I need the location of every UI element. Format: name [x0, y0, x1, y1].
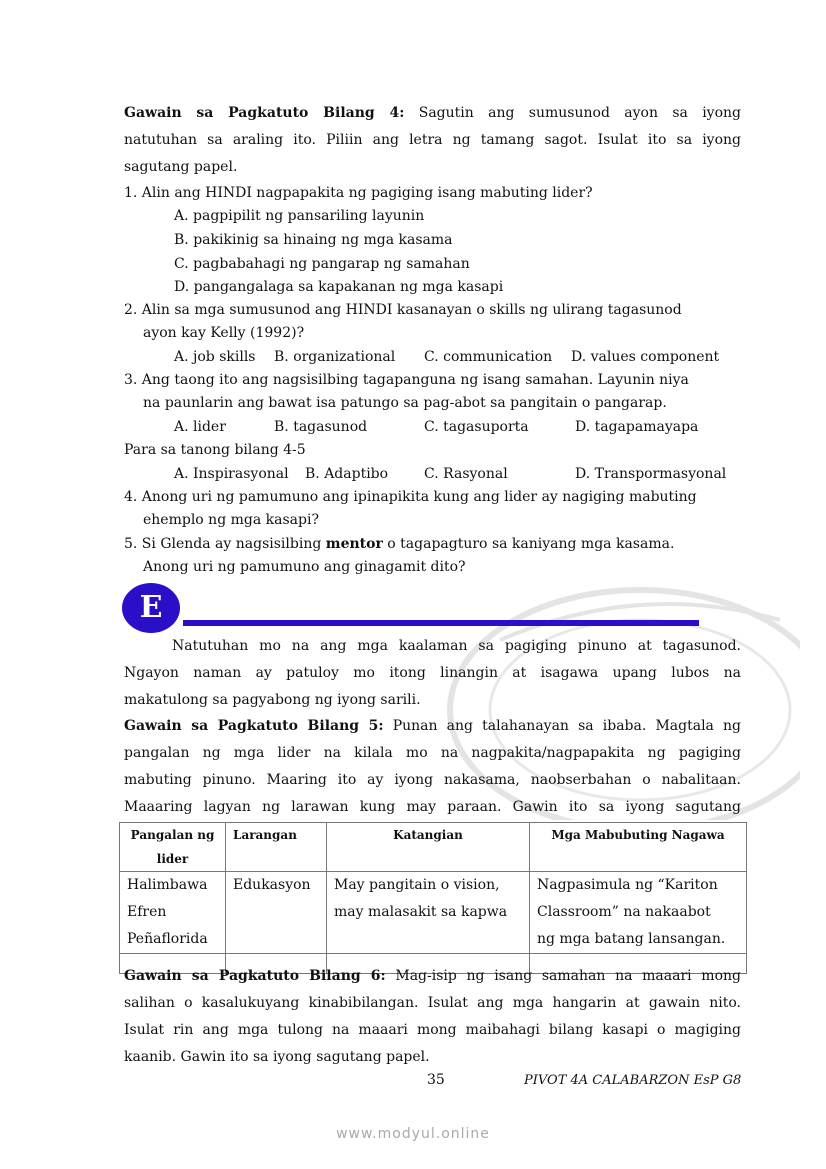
g5-line2: pangalan ng mga lider na kilala mo na nagpakita/nagpapakita ng pagiging [124, 745, 741, 761]
q3-option-b: B. tagasunod [274, 419, 368, 435]
header-name: Pangalan ng lider [120, 823, 226, 872]
leaders-table [119, 822, 747, 974]
g6-line2: salihan o kasalukuyang kinabibilangan. Isulat ang mga hangarin at gawain nito. [124, 995, 741, 1011]
section-line2: Ngayon naman ay patuloy mo itong linangin at isagawa upang lubos na [124, 665, 741, 681]
g4-line3: sagutang papel. [124, 159, 238, 175]
section-line3: makatulong sa pagyabong ng iyong sarili. [124, 692, 421, 708]
q1-text: 1. Alin ang HINDI nagpapakita ng pagiging isang mabuting lider? [124, 185, 593, 201]
cell-field: Edukasyon [226, 872, 327, 954]
q2-line1: 2. Alin sa mga sumusunod ang HINDI kasanayan o skills ng ulirang tagasunod [124, 302, 682, 318]
g5-line4: Maaaring lagyan ng larawan kung may paraan. Gawin ito sa iyong sagutang [124, 799, 741, 815]
q2-option-c: C. communication [424, 349, 553, 365]
cell-deeds: Nagpasimula ng “Kariton Classroom” na nakaabot ng mga batang lansangan. [530, 872, 747, 954]
q3-line2: na paunlarin ang bawat isa patungo sa pag-abot sa pangitain o pangarap. [143, 395, 667, 411]
q2-option-a: A. job skills [174, 349, 256, 365]
q1-option-d: D. pangangalaga sa kapakanan ng mga kasapi [174, 279, 504, 295]
q2-option-b: B. organizational [274, 349, 396, 365]
g4-line2: natutuhan sa araling ito. Piliin ang letra ng tamang sagot. Isulat ito sa iyong [124, 132, 741, 148]
g4-line1: Gawain sa Pagkatuto Bilang 4: Sagutin ang sumusunod ayon sa iyong [124, 105, 741, 121]
q3-option-c: C. tagasuporta [424, 419, 529, 435]
q3-line1: 3. Ang taong ito ang nagsisilbing tagapanguna ng isang samahan. Layunin niya [124, 372, 689, 388]
q45-option-a: A. Inspirasyonal [174, 466, 289, 482]
q1-option-b: B. pakikinig sa hinaing ng mga kasama [174, 232, 453, 248]
q45-intro: Para sa tanong bilang 4-5 [124, 442, 306, 458]
section-line1: Natutuhan mo na ang mga kaalaman sa pagiging pinuno at tagasunod. [172, 638, 741, 654]
table-header-row [120, 823, 747, 872]
g6-line4: kaanib. Gawin ito sa iyong sagutang papel. [124, 1049, 430, 1065]
g5-line1: Gawain sa Pagkatuto Bilang 5: Punan ang talahanayan sa ibaba. Magtala ng [124, 718, 742, 734]
page-number: 35 [427, 1072, 445, 1088]
table-row [120, 872, 747, 954]
q4-line2: ehemplo ng mga kasapi? [143, 512, 319, 528]
header-deeds: Mga Mabubuting Nagawa [530, 823, 747, 872]
footer-title: PIVOT 4A CALABARZON EsP G8 [524, 1073, 742, 1088]
q3-option-a: A. lider [174, 419, 226, 435]
q1-option-c: C. pagbabahagi ng pangarap ng samahan [174, 256, 470, 272]
q2-line2: ayon kay Kelly (1992)? [143, 325, 305, 341]
q3-option-d: D. tagapamayapa [575, 419, 699, 435]
section-divider [183, 620, 699, 626]
q5-line1: 5. Si Glenda ay nagsisilbing mentor o tagapagturo sa kaniyang mga kasama. [124, 536, 675, 552]
header-field: Larangan [226, 823, 327, 872]
q2-option-d: D. values component [571, 349, 720, 365]
site-watermark: www.modyul.online [336, 1126, 490, 1142]
g5-line3: mabuting pinuno. Maaring ito ay iyong nakasama, naobserbahan o nabalitaan. [124, 772, 741, 788]
g6-line3: Isulat rin ang mga tulong na maaari mong maibahagi bilang kasapi o magiging [124, 1022, 741, 1038]
q45-option-d: D. Transpormasyonal [575, 466, 727, 482]
cell-name: Halimbawa Efren Peñaflorida [120, 872, 226, 954]
section-e-badge: E [122, 583, 180, 633]
q5-line2: Anong uri ng pamumuno ang ginagamit dito? [143, 559, 466, 575]
cell-traits: May pangitain o vision, may malasakit sa kapwa [327, 872, 530, 954]
header-traits: Katangian [327, 823, 530, 872]
q1-option-a: A. pagpipilit ng pansariling layunin [174, 208, 425, 224]
q45-option-b: B. Adaptibo [305, 466, 389, 482]
g6-line1: Gawain sa Pagkatuto Bilang 6: Mag-isip ng isang samahan na maaari mong [124, 968, 741, 984]
q4-line1: 4. Anong uri ng pamumuno ang ipinapikita kung ang lider ay nagiging mabuting [124, 489, 697, 505]
q45-option-c: C. Rasyonal [424, 466, 508, 482]
